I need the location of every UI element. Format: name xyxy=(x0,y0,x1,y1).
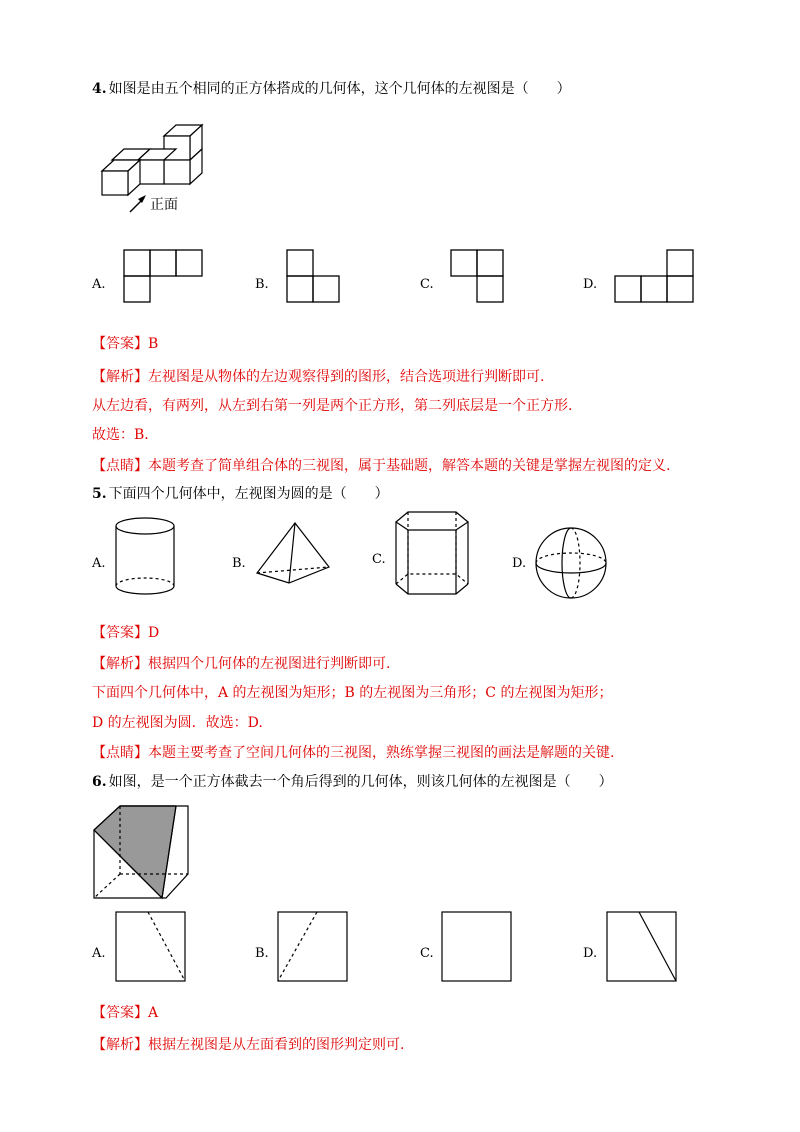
q5-analysis-3: D 的左视图为圆．故选：D. xyxy=(92,715,263,731)
q5-analysis-1: 【解析】根据四个几何体的左视图进行判断即可. xyxy=(92,656,391,672)
q4-option-a-figure xyxy=(124,250,204,304)
q5-text: 下面四个几何体中，左视图为圆的是（ ） xyxy=(108,486,389,502)
q6-option-c-figure xyxy=(441,911,513,983)
q4-option-b-label: B. xyxy=(255,277,269,292)
q4-option-a-label: A. xyxy=(92,277,106,292)
q4-analysis-2: 从左边看，有两列，从左到右第一列是两个正方形，第二列底层是一个正方形. xyxy=(92,398,573,414)
q6-option-a-label: A. xyxy=(92,946,106,961)
q6-analysis-1: 【解析】根据左视图是从左面看到的图形判定则可. xyxy=(92,1037,405,1053)
q4-stem xyxy=(92,80,571,98)
q5-comment: 【点睛】本题主要考查了空间几何体的三视图，熟练掌握三视图的画法是解题的关键. xyxy=(92,745,615,761)
q6-option-b-figure xyxy=(277,911,349,983)
q6-option-a-figure xyxy=(115,911,187,983)
q6-option-b-label: B. xyxy=(255,946,269,961)
q5-option-a-cylinder xyxy=(114,516,178,598)
q4-option-d-label: D. xyxy=(583,277,598,292)
q4-text: 如图是由五个相同的正方体搭成的几何体，这个几何体的左视图是（ ） xyxy=(108,81,571,97)
q6-option-d-label: D. xyxy=(583,946,598,961)
q5-number: 5. xyxy=(92,486,107,502)
q4-option-c-figure xyxy=(451,250,507,304)
q6-option-c-label: C. xyxy=(420,946,434,961)
q6-text: 如图，是一个正方体截去一个角后得到的几何体，则该几何体的左视图是（ ） xyxy=(108,774,613,790)
q5-option-d-sphere xyxy=(534,526,608,600)
q5-option-d-label: D. xyxy=(512,556,527,571)
q6-number: 6. xyxy=(92,774,107,790)
q5-analysis-2: 下面四个几何体中，A 的左视图为矩形；B 的左视图为三角形；C 的左视图为矩形； xyxy=(92,685,613,701)
q4-answer: 【答案】B xyxy=(92,336,159,352)
q5-option-c-prism xyxy=(392,508,472,600)
q5-answer: 【答案】D xyxy=(92,625,160,641)
q5-option-b-label: B. xyxy=(232,556,246,571)
q5-stem xyxy=(92,485,389,503)
q6-option-d-figure xyxy=(606,911,678,983)
q5-option-a-label: A. xyxy=(92,556,106,571)
q4-analysis-3: 故选：B. xyxy=(92,427,149,443)
q5-option-c-label: C. xyxy=(372,552,386,567)
q6-answer: 【答案】A xyxy=(92,1005,159,1021)
q5-option-b-pyramid xyxy=(255,521,335,585)
q4-option-c-label: C. xyxy=(420,277,434,292)
q4-comment: 【点睛】本题考查了简单组合体的三视图，属于基础题，解答本题的关键是掌握左视图的定义. xyxy=(92,458,671,474)
q6-stem xyxy=(92,773,613,791)
q4-option-d-figure xyxy=(615,250,697,304)
q4-option-b-figure xyxy=(287,250,343,304)
q4-analysis-1: 【解析】左视图是从物体的左边观察得到的图形，结合选项进行判断即可. xyxy=(92,369,545,385)
q4-front-label: 正面 xyxy=(150,197,178,213)
q6-truncated-cube xyxy=(92,802,198,902)
q4-number: 4. xyxy=(92,81,107,97)
